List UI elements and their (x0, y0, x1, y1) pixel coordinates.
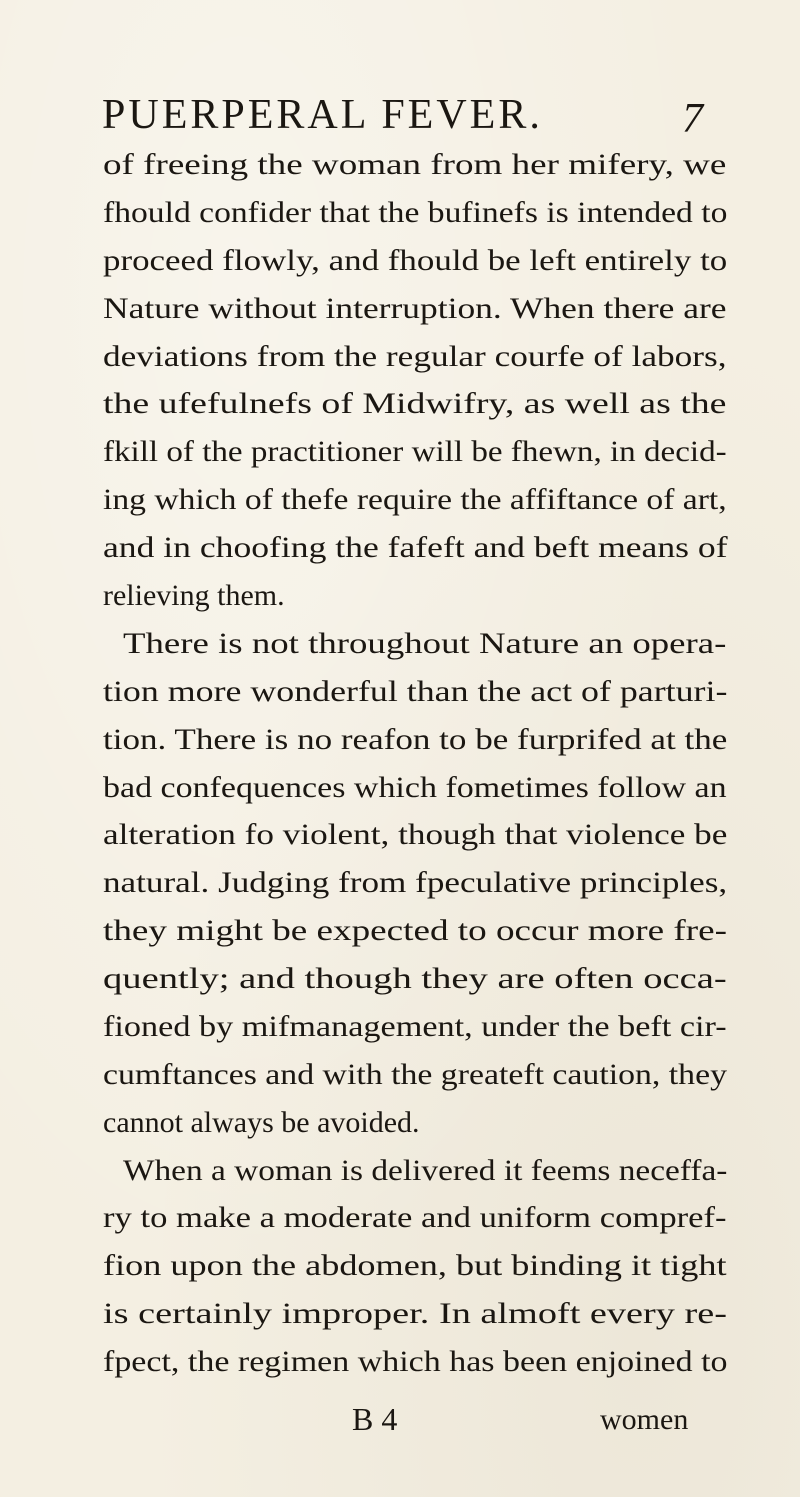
text-line: fpect, the regimen which has been enjoined to (103, 1345, 728, 1378)
text-line: of freeing the woman from her mifery, we (103, 148, 727, 181)
page-number: 7 (682, 96, 703, 142)
text-line: deviations from the regular courfe of labors, (103, 340, 727, 373)
text-line: is certainly improper. In almoft every re- (103, 1297, 727, 1330)
signature-mark: B 4 (352, 1401, 398, 1437)
text-line: they might be expected to occur more fre- (103, 914, 727, 947)
text-line: fkill of the practitioner will be fhewn, in decid- (103, 435, 727, 468)
text-line: cumftances and with the greateft caution, they (103, 1058, 727, 1091)
text-line: cannot always be avoided. (103, 1106, 420, 1139)
text-line: There is not throughout Nature an opera- (123, 627, 727, 660)
text-line: quently; and though they are often occa- (103, 962, 727, 995)
text-line: Nature without interruption. When there are (103, 292, 727, 325)
text-line: fhould confider that the bufinefs is intended to (103, 196, 728, 229)
text-line: ry to make a moderate and uniform compref- (103, 1201, 727, 1234)
text-line: alteration fo violent, though that violence be (103, 818, 728, 851)
text-line: fioned by mifmanagement, under the beft cir- (103, 1010, 727, 1043)
text-line: tion more wonderful than the act of parturi- (103, 675, 728, 708)
running-title: PUERPERAL FEVER. (102, 92, 543, 138)
text-line: ing which of thefe require the affiftance of art, (103, 483, 727, 516)
text-line: proceed flowly, and fhould be left entirely to (103, 244, 728, 277)
text-line: bad confequences which fometimes follow an (103, 771, 727, 804)
text-line: When a woman is delivered it feems neceffa- (123, 1154, 728, 1187)
text-line: natural. Judging from fpeculative principles, (103, 866, 728, 899)
text-line: relieving them. (103, 579, 285, 612)
text-line: the ufefulnefs of Midwifry, as well as the (103, 387, 727, 420)
text-line: tion. There is no reafon to be furprifed at the (103, 723, 728, 756)
text-line: fion upon the abdomen, but binding it tight (103, 1249, 727, 1282)
catchword: women (600, 1403, 689, 1436)
text-line: and in choofing the fafeft and beft means of (103, 531, 728, 564)
